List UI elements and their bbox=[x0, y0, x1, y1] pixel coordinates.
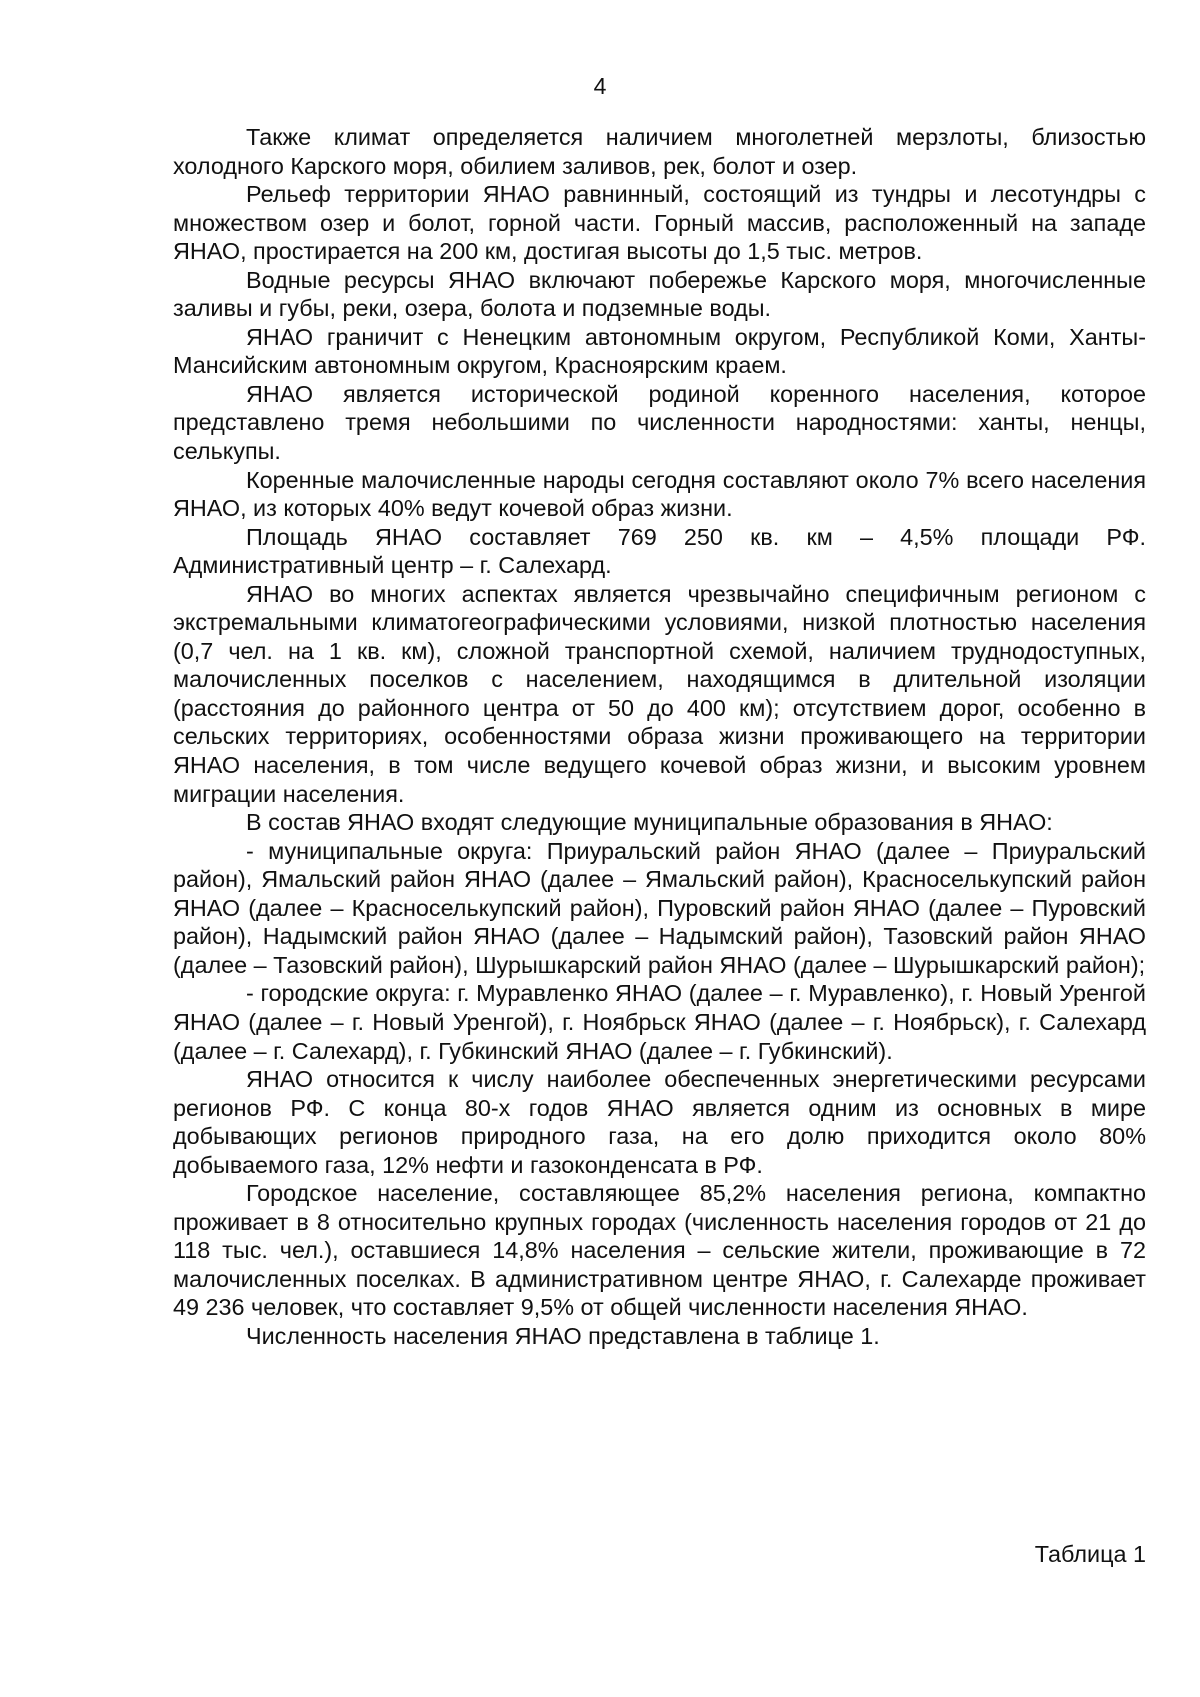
body-text bbox=[173, 123, 1146, 1351]
paragraph-indigenous-homeland: ЯНАО является исторической родиной коренного населения, которое представлено тремя небольшими по численности народностями: ханты, ненцы, селькупы. bbox=[173, 380, 1146, 465]
paragraph-municipalities-intro: В состав ЯНАО входят следующие муниципальные образования в ЯНАО: bbox=[246, 809, 1053, 836]
paragraph-specifics: ЯНАО во многих аспектах является чрезвычайно специфичным регионом с экстремальными климатогеографическими условиями, низкой плотностью населения (0,7 чел. на 1 кв. км), сложной транспортной схемой, наличием труднодоступных, малочисленных поселков с населением, находящимся в длительной изоляции (расстояния до районного центра от 50 до 400 км); отсутствием дорог, особенно в сельских территориях, особенностями образа жизни проживающего на территории ЯНАО населения, в том числе ведущего кочевой образ жизни, и высоким уровнем миграции населения. bbox=[173, 580, 1146, 807]
paragraph-indigenous-share: Коренные малочисленные народы сегодня составляют около 7% всего населения ЯНАО, из которых 40% ведут кочевой образ жизни. bbox=[173, 466, 1146, 522]
list-item-urban-districts: - городские округа: г. Муравленко ЯНАО (далее – г. Муравленко), г. Новый Уренгой ЯНАО (далее – г. Новый Уренгой), г. Ноябрьск ЯНАО (далее – г. Ноябрьск), г. Салехард (далее – г. Салехард), г. Губкинский ЯНАО (далее – г. Губкинский). bbox=[173, 980, 1146, 1064]
paragraph-water-resources: Водные ресурсы ЯНАО включают побережье Карского моря, многочисленные заливы и губы, реки, озера, болота и подземные воды. bbox=[173, 266, 1146, 322]
list-item-municipal-districts: - муниципальные округа: Приуральский район ЯНАО (далее – Приуральский район), Ямальский район ЯНАО (далее – Ямальский район), Красноселькупский район ЯНАО (далее – Красноселькупский район), Пуровский район ЯНАО (далее – Пуровский район), Надымский район ЯНАО (далее – Надымский район), Тазовский район ЯНАО (далее – Тазовский район), Шурышкарский район ЯНАО (далее – Шурышкарский район); bbox=[173, 837, 1146, 978]
paragraph-relief: Рельеф территории ЯНАО равнинный, состоящий из тундры и лесотундры с множеством озер и болот, горной части. Горный массив, расположенный на западе ЯНАО, простирается на 200 км, достигая высоты до 1,5 тыс. метров. bbox=[173, 181, 1146, 265]
paragraph-table-reference: Численность населения ЯНАО представлена в таблице 1. bbox=[246, 1322, 880, 1349]
page-number: 4 bbox=[593, 73, 607, 99]
paragraph-energy: ЯНАО относится к числу наиболее обеспеченных энергетическими ресурсами регионов РФ. С конца 80-х годов ЯНАО является одним из основных в мире добывающих регионов природного газа, на его долю приходится около 80% добываемого газа, 12% нефти и газоконденсата в РФ. bbox=[173, 1066, 1146, 1178]
paragraph-urban-population: Городское население, составляющее 85,2% населения региона, компактно проживает в 8 относительно крупных городах (численность населения городов от 21 до 118 тыс. чел.), оставшиеся 14,8% населения – сельские жители, проживающие в 72 малочисленных поселках. В административном центре ЯНАО, г. Салехарде проживает 49 236 человек, что составляет 9,5% от общей численности населения ЯНАО. bbox=[173, 1180, 1146, 1321]
paragraph-borders: ЯНАО граничит с Ненецким автономным округом, Республикой Коми, Ханты-Мансийским автономным округом, Красноярским краем. bbox=[173, 323, 1146, 379]
table-caption: Таблица 1 bbox=[1034, 1541, 1146, 1567]
paragraph-climate: Также климат определяется наличием многолетней мерзлоты, близостью холодного Карского моря, обилием заливов, рек, болот и озер. bbox=[173, 124, 1146, 179]
paragraph-area: Площадь ЯНАО составляет 769 250 кв. км – 4,5% площади РФ. Административный центр – г. Салехард. bbox=[173, 523, 1146, 579]
